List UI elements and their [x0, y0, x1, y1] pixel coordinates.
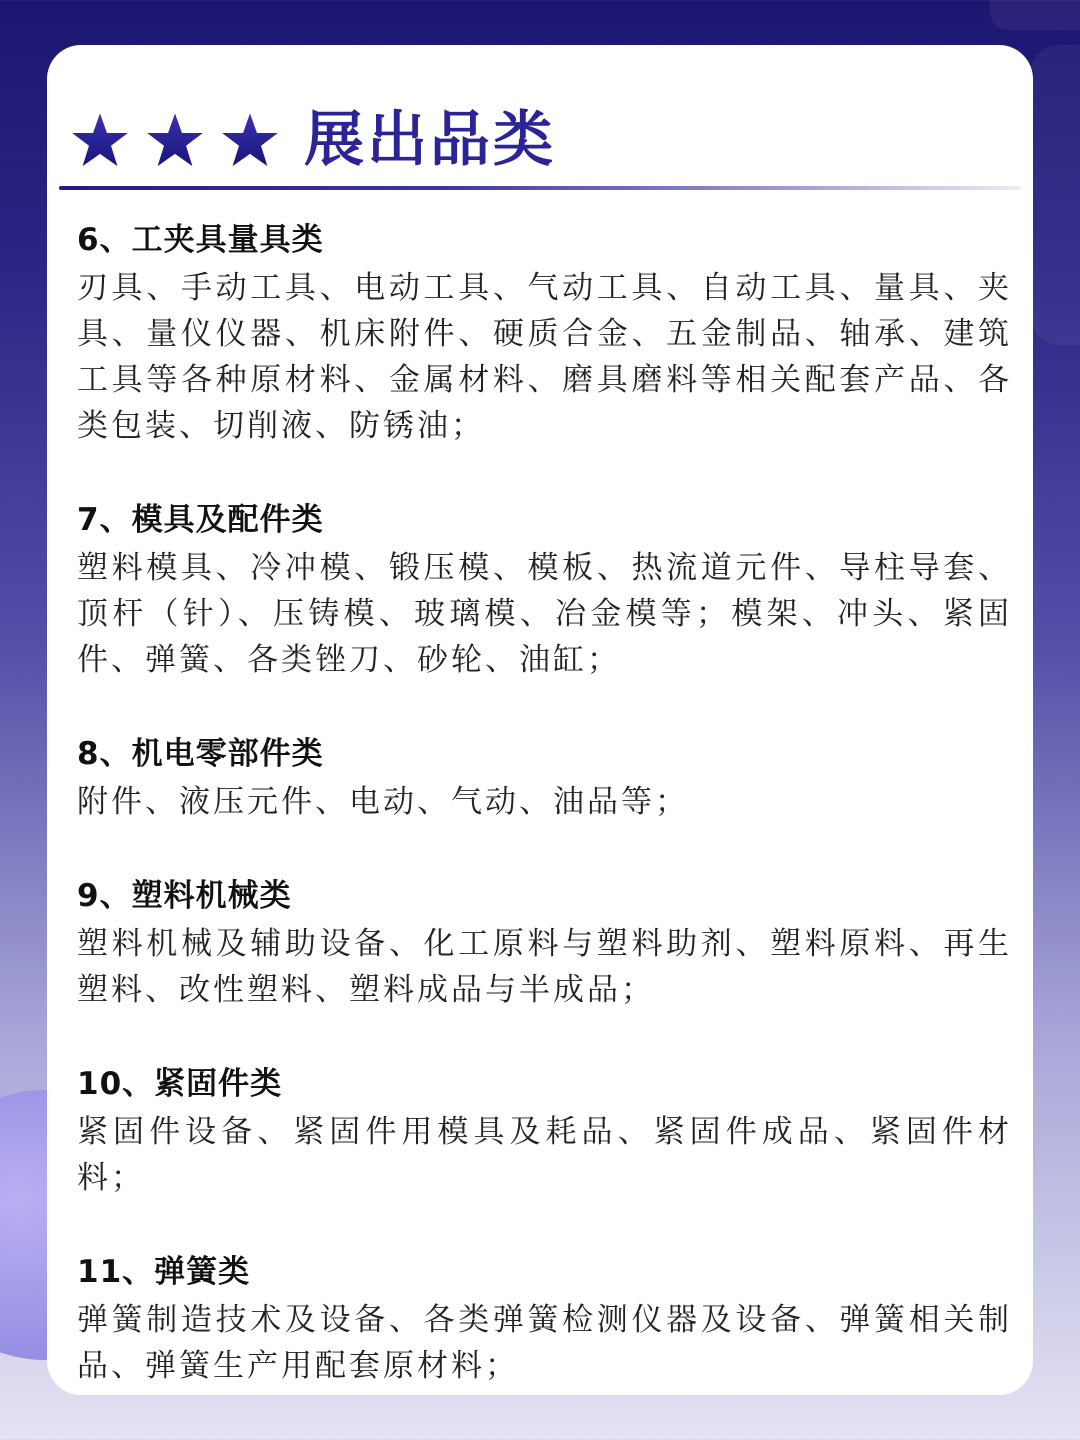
page-title: 展出品类: [304, 105, 556, 175]
category-title: 8、机电零部件类: [77, 736, 324, 772]
category-description: 紧固件设备、紧固件用模具及耗品、紧固件成品、紧固件材料；: [77, 1114, 1012, 1196]
category-description: 附件、液压元件、电动、气动、油品等；: [77, 784, 689, 820]
category-title: 10、紧固件类: [77, 1066, 283, 1102]
background-decoration-top-right: [990, 0, 1080, 30]
category-section: [77, 1059, 1012, 1201]
category-title: 6、工夹具量具类: [77, 222, 324, 258]
category-section: [77, 1247, 1012, 1389]
content-card: [47, 45, 1033, 1395]
category-list: [77, 215, 1012, 1435]
category-section: [77, 729, 1012, 825]
category-description: 塑料模具、冷冲模、锻压模、模板、热流道元件、导柱导套、顶杆（针）、压铸模、玻璃模、冶金模等；模架、冲头、紧固件、弹簧、各类锉刀、砂轮、油缸；: [77, 550, 1012, 678]
card-header: [71, 100, 556, 180]
background-decoration-right: [1030, 45, 1080, 345]
category-section: [77, 871, 1012, 1013]
category-title: 7、模具及配件类: [77, 502, 324, 538]
star-icon: [221, 111, 279, 169]
category-title: 11、弹簧类: [77, 1254, 251, 1290]
category-description: 刃具、手动工具、电动工具、气动工具、自动工具、量具、夹具、量仪仪器、机床附件、硬质合金、五金制品、轴承、建筑工具等各种原材料、金属材料、磨具磨料等相关配套产品、各类包装、切削液、防锈油；: [77, 270, 1012, 444]
star-icon: [71, 111, 129, 169]
header-divider: [59, 186, 1021, 190]
category-description: 弹簧制造技术及设备、各类弹簧检测仪器及设备、弹簧相关制品、弹簧生产用配套原材料；: [77, 1302, 1012, 1384]
star-icon: [146, 111, 204, 169]
category-section: [77, 495, 1012, 683]
category-title: 9、塑料机械类: [77, 878, 292, 914]
category-section: [77, 215, 1012, 449]
category-description: 塑料机械及辅助设备、化工原料与塑料助剂、塑料原料、再生塑料、改性塑料、塑料成品与半成品；: [77, 926, 1012, 1008]
